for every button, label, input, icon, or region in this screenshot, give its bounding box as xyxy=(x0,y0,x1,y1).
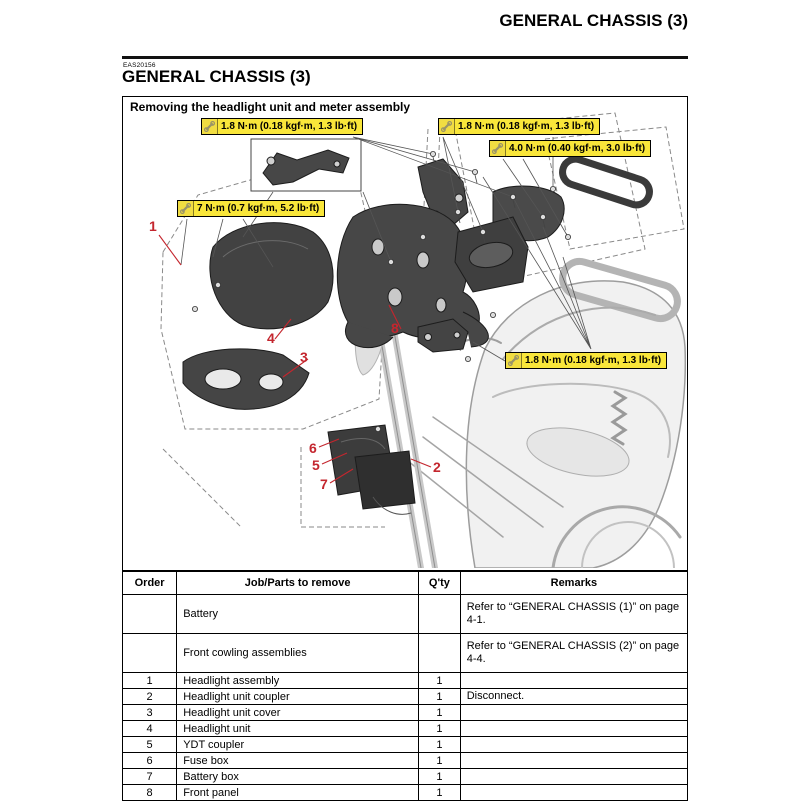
cell-order xyxy=(123,634,177,673)
part-number-6: 6 xyxy=(309,440,317,456)
cell-qty: 1 xyxy=(419,769,461,785)
cell-remarks xyxy=(460,769,687,785)
table-row xyxy=(123,721,688,737)
figure-box xyxy=(122,96,688,571)
torque-callout xyxy=(177,200,325,217)
cell-job: Battery xyxy=(177,595,419,634)
table-row xyxy=(123,753,688,769)
cell-order: 3 xyxy=(123,705,177,721)
cell-remarks xyxy=(460,705,687,721)
cell-order: 5 xyxy=(123,737,177,753)
page-title: GENERAL CHASSIS (3) xyxy=(122,67,311,86)
table-row xyxy=(123,705,688,721)
cell-qty: 1 xyxy=(419,673,461,689)
cell-qty xyxy=(419,595,461,634)
cell-job: Headlight assembly xyxy=(177,673,419,689)
meter-stay-detail-box xyxy=(251,139,361,191)
cell-remarks: Refer to “GENERAL CHASSIS (1)” on page 4-1. xyxy=(460,595,687,634)
cell-order: 7 xyxy=(123,769,177,785)
section-code: EAS20156 xyxy=(123,62,156,69)
cell-job: Headlight unit xyxy=(177,721,419,737)
table-row xyxy=(123,785,688,801)
cell-remarks xyxy=(460,721,687,737)
running-header: GENERAL CHASSIS (3) xyxy=(499,11,688,30)
torque-callout-label: 7 N·m (0.7 kgf·m, 5.2 lb·ft) xyxy=(197,203,320,214)
cell-remarks: Disconnect. xyxy=(460,689,687,705)
exploded-view-illustration xyxy=(123,97,686,568)
torque-callout-label: 1.8 N·m (0.18 kgf·m, 1.3 lb·ft) xyxy=(221,121,358,132)
figure-caption: Removing the headlight unit and meter assembly xyxy=(130,100,411,114)
wrench-icon xyxy=(490,141,506,156)
wrench-icon xyxy=(506,353,522,368)
cell-remarks xyxy=(460,673,687,689)
cell-job: Fuse box xyxy=(177,753,419,769)
parts-table xyxy=(122,571,688,801)
table-row xyxy=(123,634,688,673)
cell-order: 8 xyxy=(123,785,177,801)
cell-job: Front panel xyxy=(177,785,419,801)
cell-qty: 1 xyxy=(419,737,461,753)
cell-qty: 1 xyxy=(419,689,461,705)
cell-qty: 1 xyxy=(419,753,461,769)
table-row xyxy=(123,689,688,705)
cell-remarks xyxy=(460,785,687,801)
torque-callout-label: 1.8 N·m (0.18 kgf·m, 1.3 lb·ft) xyxy=(458,121,595,132)
cell-order: 4 xyxy=(123,721,177,737)
cell-remarks xyxy=(460,753,687,769)
table-row xyxy=(123,737,688,753)
cell-order: 6 xyxy=(123,753,177,769)
table-row xyxy=(123,595,688,634)
part-number-3: 3 xyxy=(300,349,308,365)
table-header-row xyxy=(123,572,688,595)
header-rule xyxy=(122,56,688,59)
cell-order xyxy=(123,595,177,634)
wrench-icon xyxy=(202,119,218,134)
cell-job: YDT coupler xyxy=(177,737,419,753)
col-header-qty: Q'ty xyxy=(419,572,461,595)
torque-callout-label: 1.8 N·m (0.18 kgf·m, 1.3 lb·ft) xyxy=(525,355,662,366)
torque-callout xyxy=(505,352,667,369)
table-row xyxy=(123,673,688,689)
cell-order: 1 xyxy=(123,673,177,689)
part-number-2: 2 xyxy=(433,459,441,475)
col-header-job: Job/Parts to remove xyxy=(177,572,419,595)
part-number-1: 1 xyxy=(149,218,157,234)
torque-callout-label: 4.0 N·m (0.40 kgf·m, 3.0 lb·ft) xyxy=(509,143,646,154)
col-header-remarks: Remarks xyxy=(460,572,687,595)
torque-callout xyxy=(438,118,600,135)
cell-remarks: Refer to “GENERAL CHASSIS (2)” on page 4-4. xyxy=(460,634,687,673)
cell-job: Headlight unit coupler xyxy=(177,689,419,705)
wrench-icon xyxy=(178,201,194,216)
cell-job: Battery box xyxy=(177,769,419,785)
cell-qty: 1 xyxy=(419,785,461,801)
cell-qty: 1 xyxy=(419,721,461,737)
cell-remarks xyxy=(460,737,687,753)
part-number-7: 7 xyxy=(320,476,328,492)
torque-callout xyxy=(201,118,363,135)
cell-qty xyxy=(419,634,461,673)
cell-job: Front cowling assemblies xyxy=(177,634,419,673)
wrench-icon xyxy=(439,119,455,134)
part-number-4: 4 xyxy=(267,330,275,346)
cell-order: 2 xyxy=(123,689,177,705)
cell-job: Headlight unit cover xyxy=(177,705,419,721)
cell-qty: 1 xyxy=(419,705,461,721)
col-header-order: Order xyxy=(123,572,177,595)
part-number-5: 5 xyxy=(312,457,320,473)
table-row xyxy=(123,769,688,785)
part-number-8: 8 xyxy=(391,320,399,336)
torque-callout xyxy=(489,140,651,157)
